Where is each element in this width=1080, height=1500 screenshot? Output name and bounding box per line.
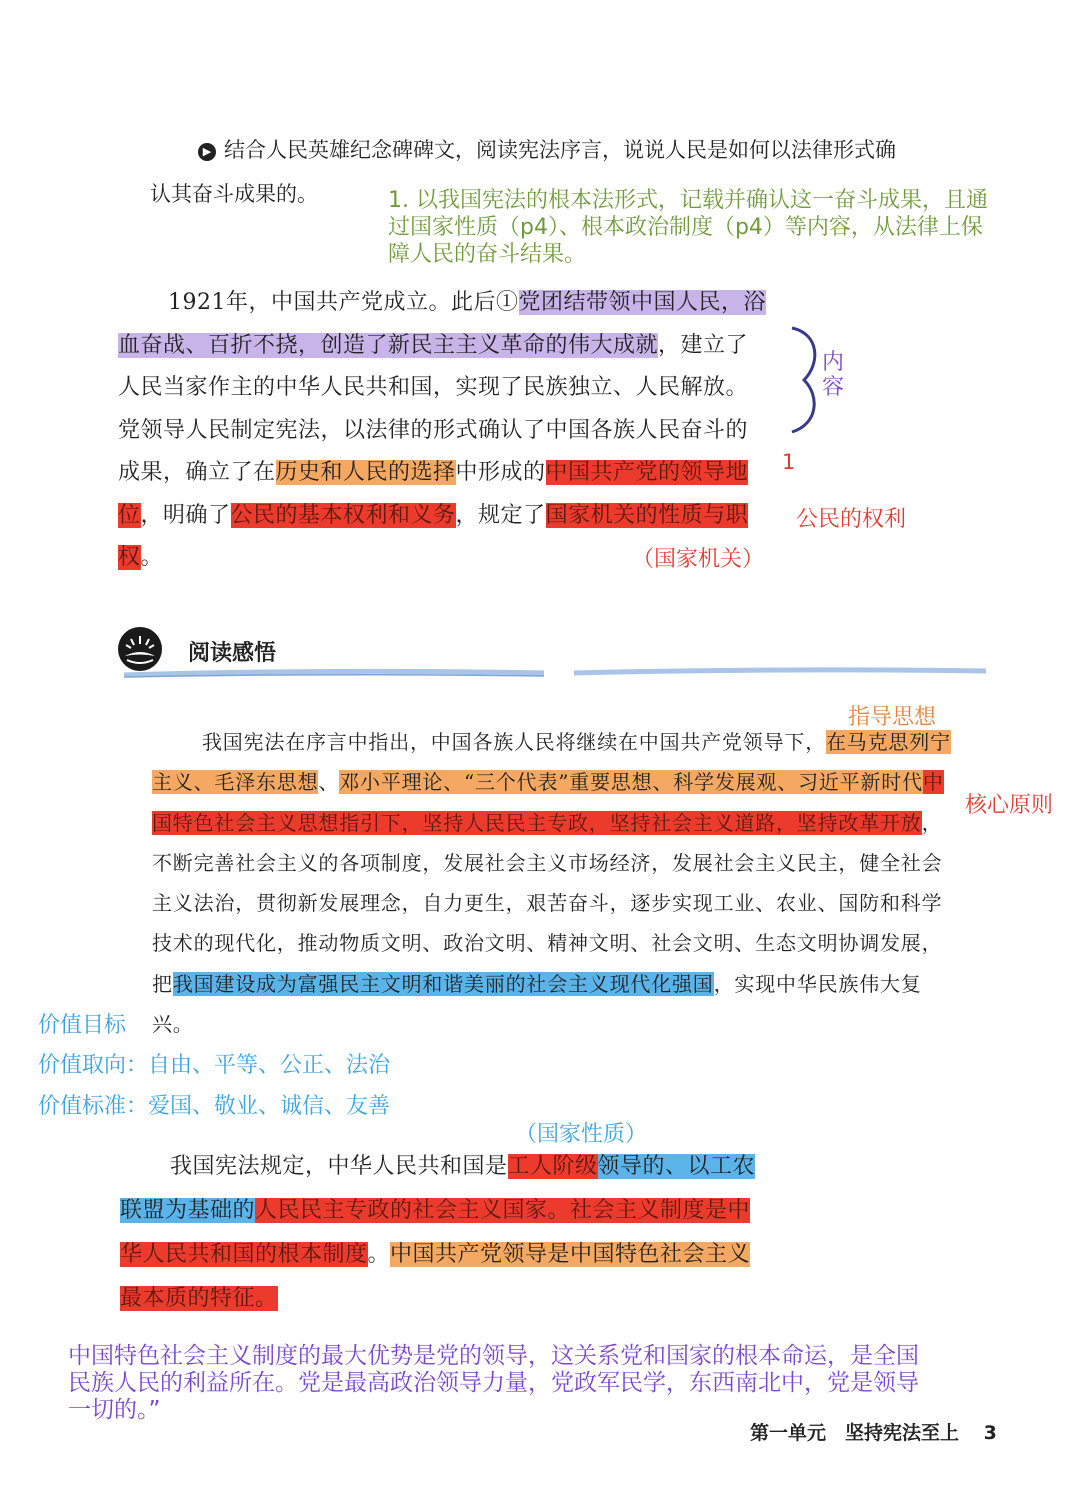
value-orientation-note: 价值取向：自由、平等、公正、法治	[38, 1053, 391, 1078]
state-nature-note: （国家性质）	[515, 1122, 648, 1147]
citizen-rights-note: 公民的权利	[796, 507, 907, 532]
highlight-essential-feature: 最本质的特征。	[120, 1286, 278, 1311]
state-organs-note: （国家机关）	[632, 547, 765, 572]
value-goal-note: 价值目标	[38, 1013, 127, 1038]
highlight-party-leadership: 中国共产党的领导地位	[118, 460, 749, 528]
section-title: 阅读感悟	[188, 641, 277, 666]
play-icon: ▶	[198, 143, 216, 161]
answer-note-line-2: 过国家性质（p4）、根本政治制度（p4）等内容，从法律上保	[388, 215, 983, 240]
highlight-socialist-state: 人民民主专政的社会主义国家。社会主义制度是中华人民共和国的根本制度	[120, 1198, 751, 1267]
guiding-thought-note: 指导思想	[848, 705, 937, 730]
highlight-achievement: 党团结带领中国人民，浴血奋战、百折不挠，创造了新民主主义革命的伟大成就	[118, 290, 767, 358]
highlight-value-goal: 我国建设成为富强民主文明和谐美丽的社会主义现代化强国	[172, 971, 714, 996]
highlight-alliance: 领导的、以工农联盟为基础的	[120, 1154, 756, 1223]
paragraph-constitution: 我国宪法规定，中华人民共和国是工人阶级领导的、以工农联盟为基础的人民民主专政的社会主义国家。社会主义制度是中华人民共和国的根本制度。中国共产党领导是中国特色社会主义最本质的特征。	[120, 1154, 756, 1311]
highlight-core-principles: 中国特色社会主义思想指引下，坚持人民民主专政，坚持社会主义道路，坚持改革开放	[152, 770, 944, 835]
question-line-2: 认其奋斗成果的。	[150, 182, 318, 206]
core-principle-note: 核心原则	[965, 793, 1054, 818]
answer-note	[388, 187, 1078, 268]
answer-note-line-1: 1. 以我国宪法的根本法形式，记载并确认这一奋斗成果，且通	[388, 188, 988, 213]
section-divider	[124, 664, 986, 684]
bottom-note: 中国特色社会主义制度的最大优势是党的领导，这关系党和国家的根本命运，是全国 民族人民的利益所在。党是最高政治领导力量，党政军民学，东西南北中，党是领导 一切的。”	[68, 1343, 919, 1423]
paragraph-1921: 1921年，中国共产党成立。此后①党团结带领中国人民，浴血奋战、百折不挠，创造了新民主主义革命的伟大成就，建立了人民当家作主的中华人民共和国，实现了民族独立、人民解放。党领导人民制定宪法，以法律的形式确认了中国各族人民奋斗的成果，确立了在历史和人民的选择中形成的中国共产党的领导地位，明确了公民的基本权利和义务，规定了国家机关的性质与职权。	[118, 290, 767, 570]
highlight-citizen-rights: 公民的基本权利和义务	[230, 502, 456, 528]
page-number: 3	[983, 1422, 997, 1444]
content-note: 内 容	[822, 350, 845, 400]
question-line-1: ▶ 结合人民英雄纪念碑碑文，阅读宪法序言，说说人民是如何以法律形式确	[150, 128, 980, 172]
content-bracket	[790, 324, 824, 436]
highlight-working-class: 工人阶级	[507, 1154, 598, 1179]
circle-number-1: ①	[496, 290, 519, 315]
highlight-party-leadership-2: 中国共产党领导是中国特色社会主义	[390, 1242, 751, 1267]
unit-label: 第一单元 坚持宪法至上	[750, 1422, 960, 1444]
highlight-theories: 邓小平理论、“三个代表”重要思想、科学发展观、习近平新时代	[339, 770, 923, 795]
number-note: 1	[782, 450, 796, 474]
answer-note-line-3: 障人民的奋斗结果。	[388, 242, 587, 267]
highlight-history-choice: 历史和人民的选择	[275, 460, 456, 485]
page-footer	[750, 1418, 997, 1445]
value-standard-note: 价值标准：爱国、敬业、诚信、友善	[38, 1094, 391, 1119]
highlight-marxism: 在马克思列宁主义、毛泽东思想	[152, 730, 951, 795]
paragraph-preamble: 我国宪法在序言中指出，中国各族人民将继续在中国共产党领导下，在马克思列宁主义、毛泽东思想、邓小平理论、“三个代表”重要思想、科学发展观、习近平新时代中国特色社会主义思想指引下，坚持人民民主专政，坚持社会主义道路，坚持改革开放，不断完善社会主义的各项制度，发展社会主义市场经济，发展社会主义民主，健全社会主义法治，贯彻新发展理念，自力更生，艰苦奋斗，逐步实现工业、农业、国防和科学技术的现代化，推动物质文明、政治文明、精神文明、社会文明、生态文明协调发展，把我国建设成为富强民主文明和谐美丽的社会主义现代化强国，实现中华民族伟大复兴。	[152, 730, 951, 1037]
highlight-state-organs: 国家机关的性质与职权	[118, 502, 749, 570]
